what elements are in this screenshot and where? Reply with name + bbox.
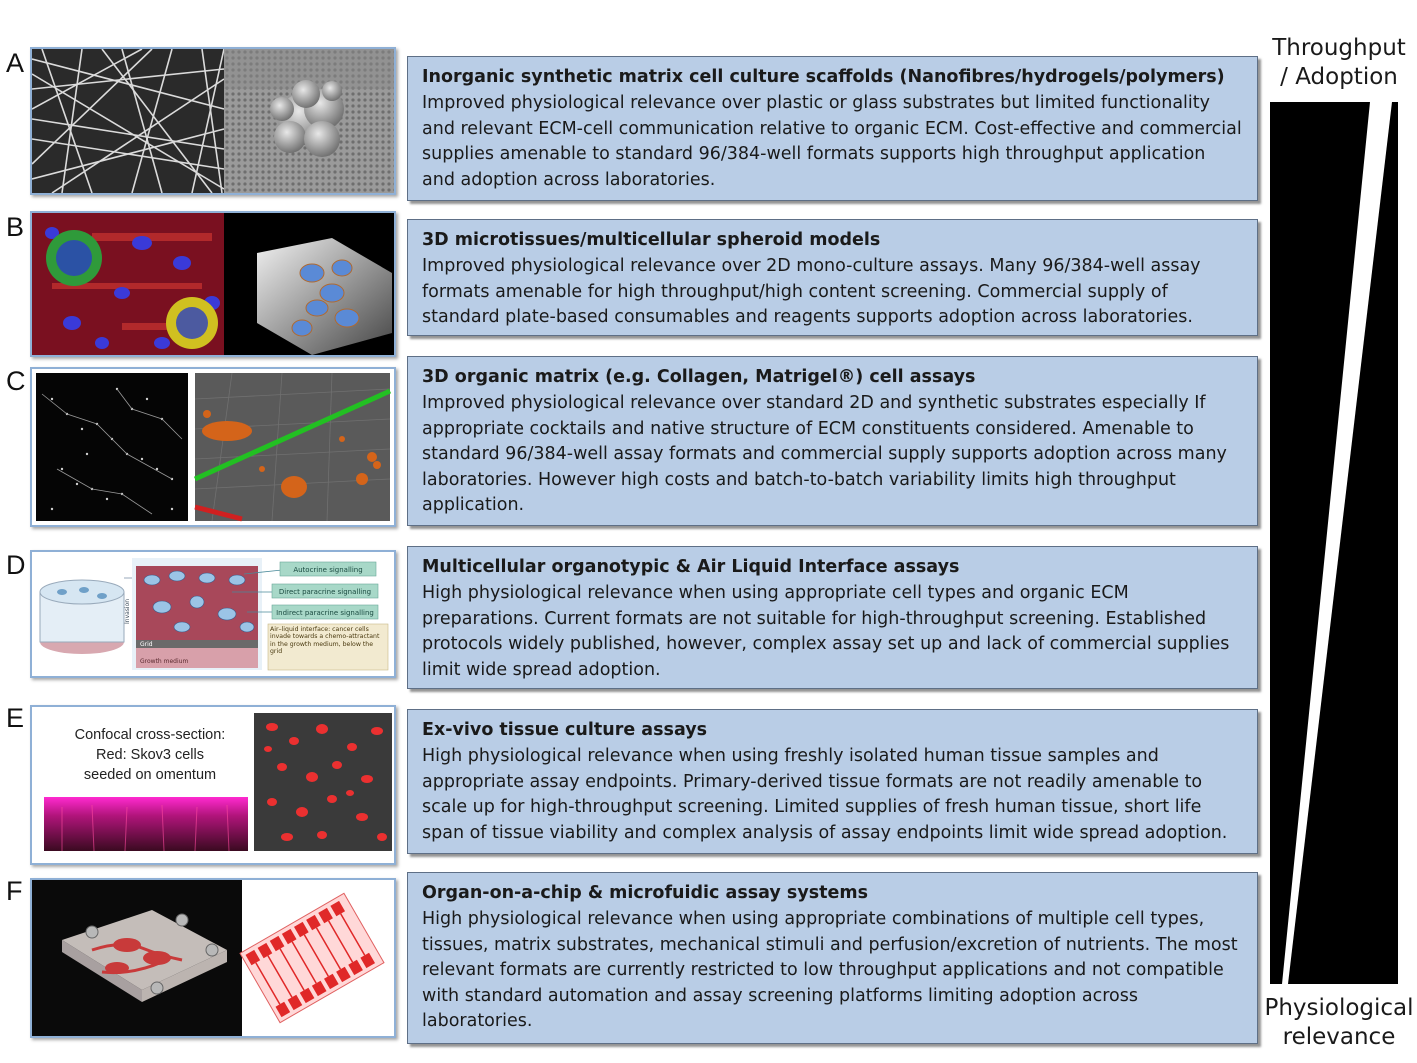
- scale-wedges: [1264, 96, 1414, 996]
- confocal-caption-line-2: Red: Skov3 cells: [96, 747, 204, 763]
- panel-text-a: Improved physiological relevance over plastic or glass substrates but limited functionality and relevant ECM-cell communication relative to organic ECM. Cost-effective and commercial supplies amenable to standard 96/384-well formats supports high throughput application and adoption across laboratories.: [422, 93, 1242, 190]
- panel-title-a: Inorganic synthetic matrix cell culture scaffolds (Nanofibres/hydrogels/polymers): [422, 67, 1225, 87]
- row-letter-c: C: [6, 366, 26, 396]
- label-growth-medium: Growth medium: [140, 658, 189, 665]
- panel-d: [407, 546, 1258, 689]
- thumb-e: [30, 705, 396, 865]
- panel-title-f: Organ-on-a-chip & microfuidic assay systems: [422, 883, 869, 903]
- panel-text-b: Improved physiological relevance over 2D mono-culture assays. Many 96/384-well assay formats amenable for high throughput/high content screening. Commercial supply of standard plate-based consumables and reagents supports adoption across laboratories.: [422, 256, 1201, 328]
- physiological-relevance-label: [1264, 994, 1414, 1052]
- panel-text-d: High physiological relevance when using appropriate cell types and organic ECM preparations. Current formats are not suitable for high-throughput screening. Established protocols widely published, however, complex assay set up and lack of commercial supplies limit wide spread adoption.: [422, 583, 1230, 680]
- organotypic-assay-diagram: [32, 552, 394, 676]
- label-invasion: Invasion: [124, 598, 131, 624]
- panel-title-c: 3D organic matrix (e.g. Collagen, Matrigel®) cell assays: [422, 367, 976, 387]
- row-letter-f: F: [6, 876, 23, 906]
- label-direct-paracrine: Direct paracrine signalling: [278, 588, 372, 596]
- panel-b: [407, 219, 1258, 336]
- row-letter-e: E: [6, 703, 25, 733]
- row-letter-d: D: [6, 550, 26, 580]
- row-letter-b: B: [6, 212, 25, 242]
- thumb-c: [30, 367, 396, 527]
- throughput-adoption-label: [1264, 34, 1414, 92]
- panel-a: [407, 56, 1258, 201]
- confocal-tissue-image: [32, 707, 394, 863]
- throughput-label-line-1: Throughput: [1272, 35, 1406, 61]
- panel-text-f: High physiological relevance when using appropriate combinations of multiple cell types, tissues, matrix substrates, mechanical stimuli and perfusion/excretion of nutrients. The most relevant formats are currently restricted to low throughput applications and not compatible with standard automation and assay screening platforms limiting adoption across laboratories.: [422, 909, 1238, 1032]
- matrigel-3d-render-image: [32, 369, 394, 525]
- panel-title-e: Ex-vivo tissue culture assays: [422, 720, 708, 740]
- label-grid: Grid: [140, 641, 153, 648]
- thumb-f: [30, 878, 396, 1038]
- confocal-caption-line-3: seeded on omentum: [83, 767, 217, 783]
- panel-c: [407, 356, 1258, 526]
- organ-on-chip-image: [32, 880, 394, 1036]
- panel-text-e: High physiological relevance when using freshly isolated human tissue samples and appropriate assay endpoints. Primary-derived tissue formats are not readily amenable to scale up for high-throughput screening. Limited supplies of fresh human tissue, short life span of tissue viability and complex analysis of assay endpoints limit wide spread adoption.: [422, 746, 1228, 843]
- throughput-label-line-2: / Adoption: [1280, 64, 1398, 90]
- panel-e: [407, 709, 1258, 854]
- label-indirect-paracrine: Indirect paracrine signalling: [276, 609, 374, 617]
- panel-text-c: Improved physiological relevance over standard 2D and synthetic substrates especially If appropriate cocktails and native structure of ECM constituents considered. Amenable to standard 96/384-well assay formats and commercial supply supports adoption across many laboratories. However high costs and batch-to-batch variability limits high throughput application.: [422, 393, 1227, 516]
- physiological-label-line-1: Physiological: [1264, 995, 1414, 1021]
- row-letter-a: A: [6, 48, 25, 78]
- thumb-d: [30, 550, 396, 678]
- label-air-liquid: Air–liquid interface: cancer cells invade towards a chemo-attractant in the growth medium, below the grid: [270, 626, 380, 656]
- physiological-label-line-2: relevance: [1282, 1024, 1396, 1050]
- panel-title-d: Multicellular organotypic & Air Liquid Interface assays: [422, 557, 960, 577]
- nanofibre-sem-image: [32, 49, 394, 193]
- label-autocrine: Autocrine signalling: [293, 566, 363, 574]
- confocal-caption-line-1: Confocal cross-section:: [74, 727, 226, 743]
- spheroid-fluorescence-image: [32, 213, 394, 355]
- thumb-a: [30, 47, 396, 195]
- panel-title-b: 3D microtissues/multicellular spheroid models: [422, 230, 881, 250]
- thumb-b: [30, 211, 396, 357]
- panel-f: [407, 872, 1258, 1044]
